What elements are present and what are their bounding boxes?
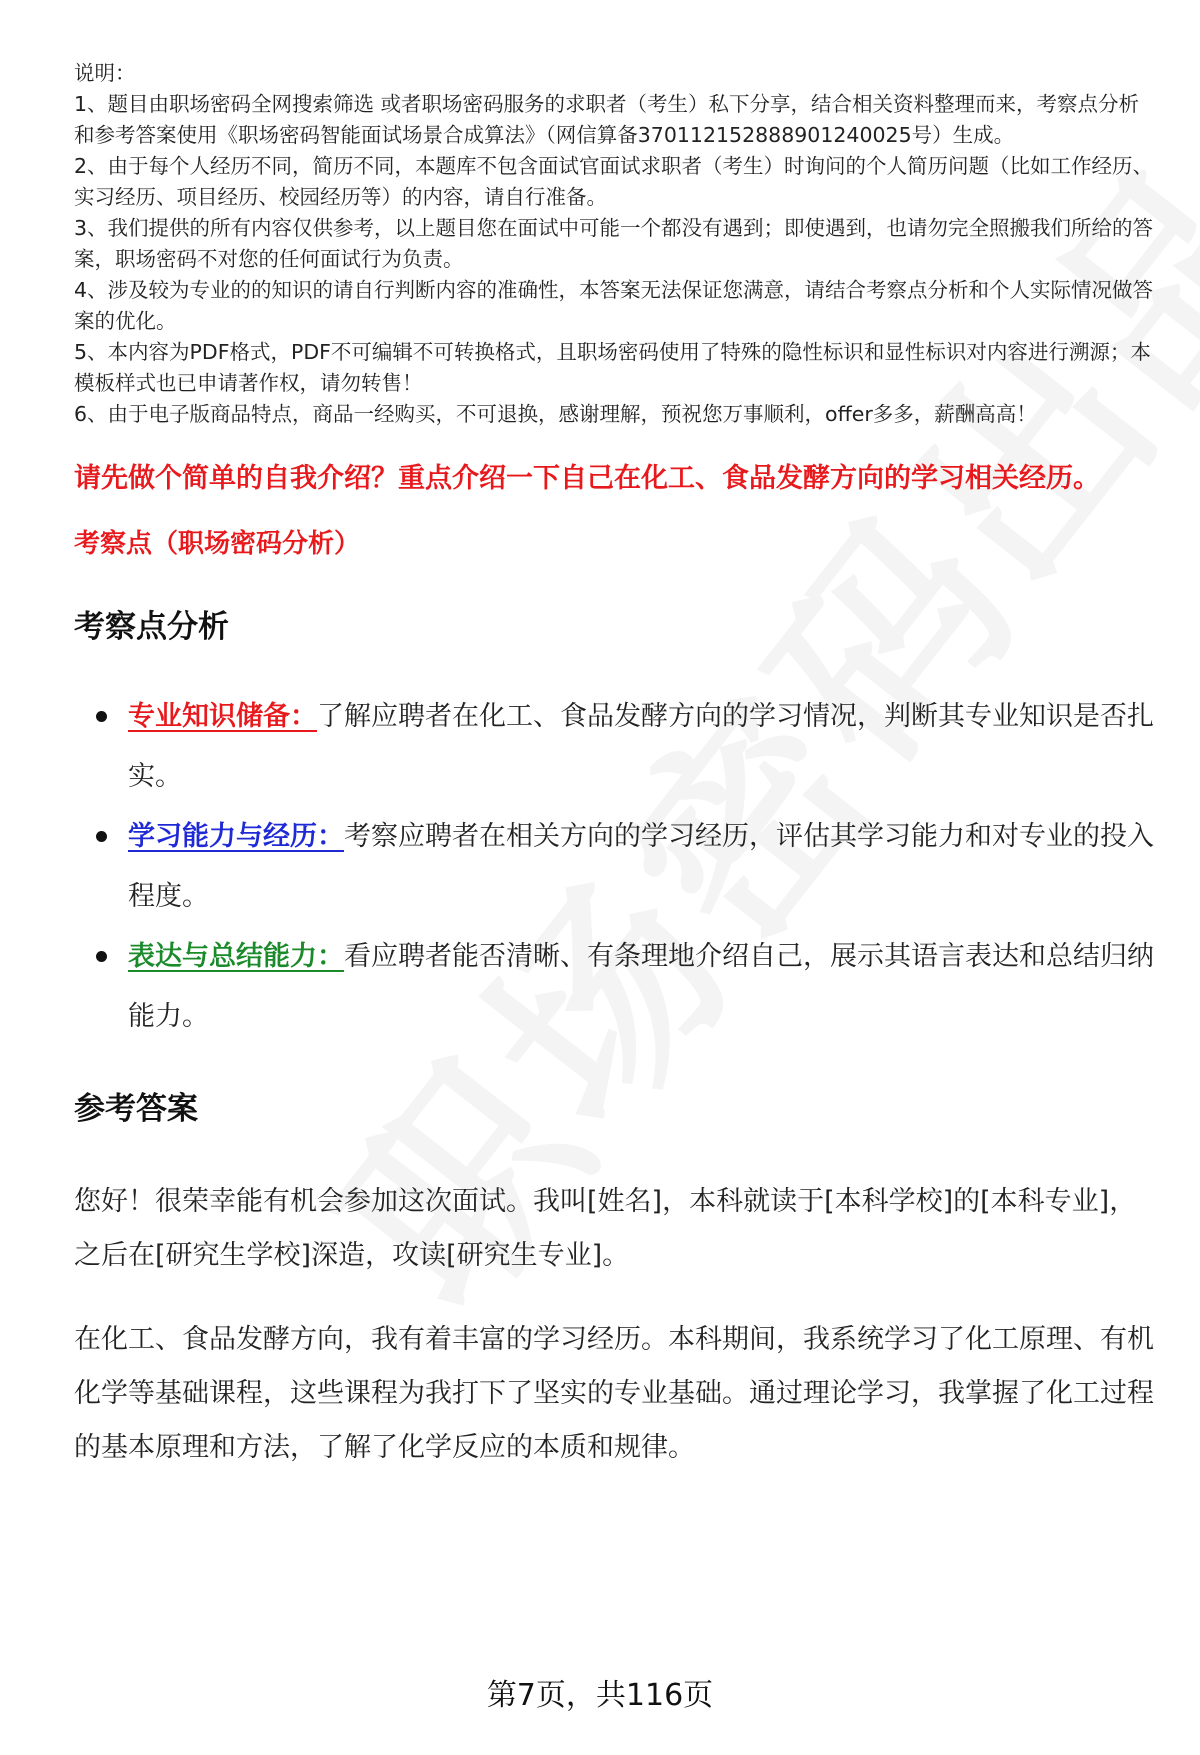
notes-item: 2、由于每个人经历不同，简历不同，本题库不包含面试官面试求职者（考生）时询问的个人简历问题（比如工作经历、实习经历、项目经历、校园经历等）的内容，请自行准备。	[74, 154, 1154, 209]
page-number: 第7页，共116页	[486, 1678, 714, 1713]
analysis-point-text: 看应聘者能否清晰、有条理地介绍自己，展示其语言表达和总结归纳能力。	[128, 941, 1154, 1032]
analysis-point-term: 学习能力与经历：	[128, 821, 344, 852]
analysis-point	[74, 687, 1154, 807]
notes-item: 5、本内容为PDF格式，PDF不可编辑不可转换格式，且职场密码使用了特殊的隐性标识和显性标识对内容进行溯源；本模板样式也已申请著作权，请勿转售！	[74, 340, 1151, 395]
analysis-point-text: 考察应聘者在相关方向的学习经历，评估其学习能力和对专业的投入程度。	[128, 821, 1154, 912]
analysis-point-text: 了解应聘者在化工、食品发酵方向的学习情况，判断其专业知识是否扎实。	[128, 701, 1154, 792]
answer-section	[74, 1175, 1154, 1475]
answer-paragraph: 您好！很荣幸能有机会参加这次面试。我叫[姓名]，本科就读于[本科学校]的[本科专业]，之后在[研究生学校]深造，攻读[研究生专业]。	[74, 1186, 1137, 1271]
page-content	[74, 58, 1154, 1475]
notes-item: 6、由于电子版商品特点，商品一经购买，不可退换，感谢理解，预祝您万事顺利，offer多多，薪酬高高！	[74, 402, 1037, 426]
notes-title: 说明：	[74, 61, 136, 85]
notes-item: 4、涉及较为专业的的知识的请自行判断内容的准确性，本答案无法保证您满意，请结合考察点分析和个人实际情况做答案的优化。	[74, 278, 1154, 333]
notes-section	[74, 58, 1154, 430]
analysis-points-list	[74, 687, 1154, 1047]
bullet-icon	[96, 831, 107, 842]
analysis-source-label: 考察点（职场密码分析）	[74, 529, 361, 559]
bullet-icon	[96, 951, 107, 962]
interview-question: 请先做个简单的自我介绍？重点介绍一下自己在化工、食品发酵方向的学习相关经历。	[74, 463, 1100, 494]
bullet-icon	[96, 711, 107, 722]
answer-paragraph: 在化工、食品发酵方向，我有着丰富的学习经历。本科期间，我系统学习了化工原理、有机化学等基础课程，这些课程为我打下了坚实的专业基础。通过理论学习，我掌握了化工过程的基本原理和方法，了解了化学反应的本质和规律。	[74, 1324, 1154, 1463]
answer-heading: 参考答案	[74, 1091, 198, 1127]
analysis-point-term: 专业知识储备：	[128, 701, 317, 732]
notes-item: 1、题目由职场密码全网搜索筛选 或者职场密码服务的求职者（考生）私下分享，结合相关资料整理而来，考察点分析和参考答案使用《职场密码智能面试场景合成算法》（网信算备370112152888901240025号）生成。	[74, 92, 1140, 147]
analysis-heading: 考察点分析	[74, 609, 229, 645]
analysis-point	[74, 927, 1154, 1047]
analysis-point	[74, 807, 1154, 927]
analysis-point-term: 表达与总结能力：	[128, 941, 344, 972]
notes-item: 3、我们提供的所有内容仅供参考，以上题目您在面试中可能一个都没有遇到；即使遇到，也请勿完全照搬我们所给的答案，职场密码不对您的任何面试行为负责。	[74, 216, 1154, 271]
